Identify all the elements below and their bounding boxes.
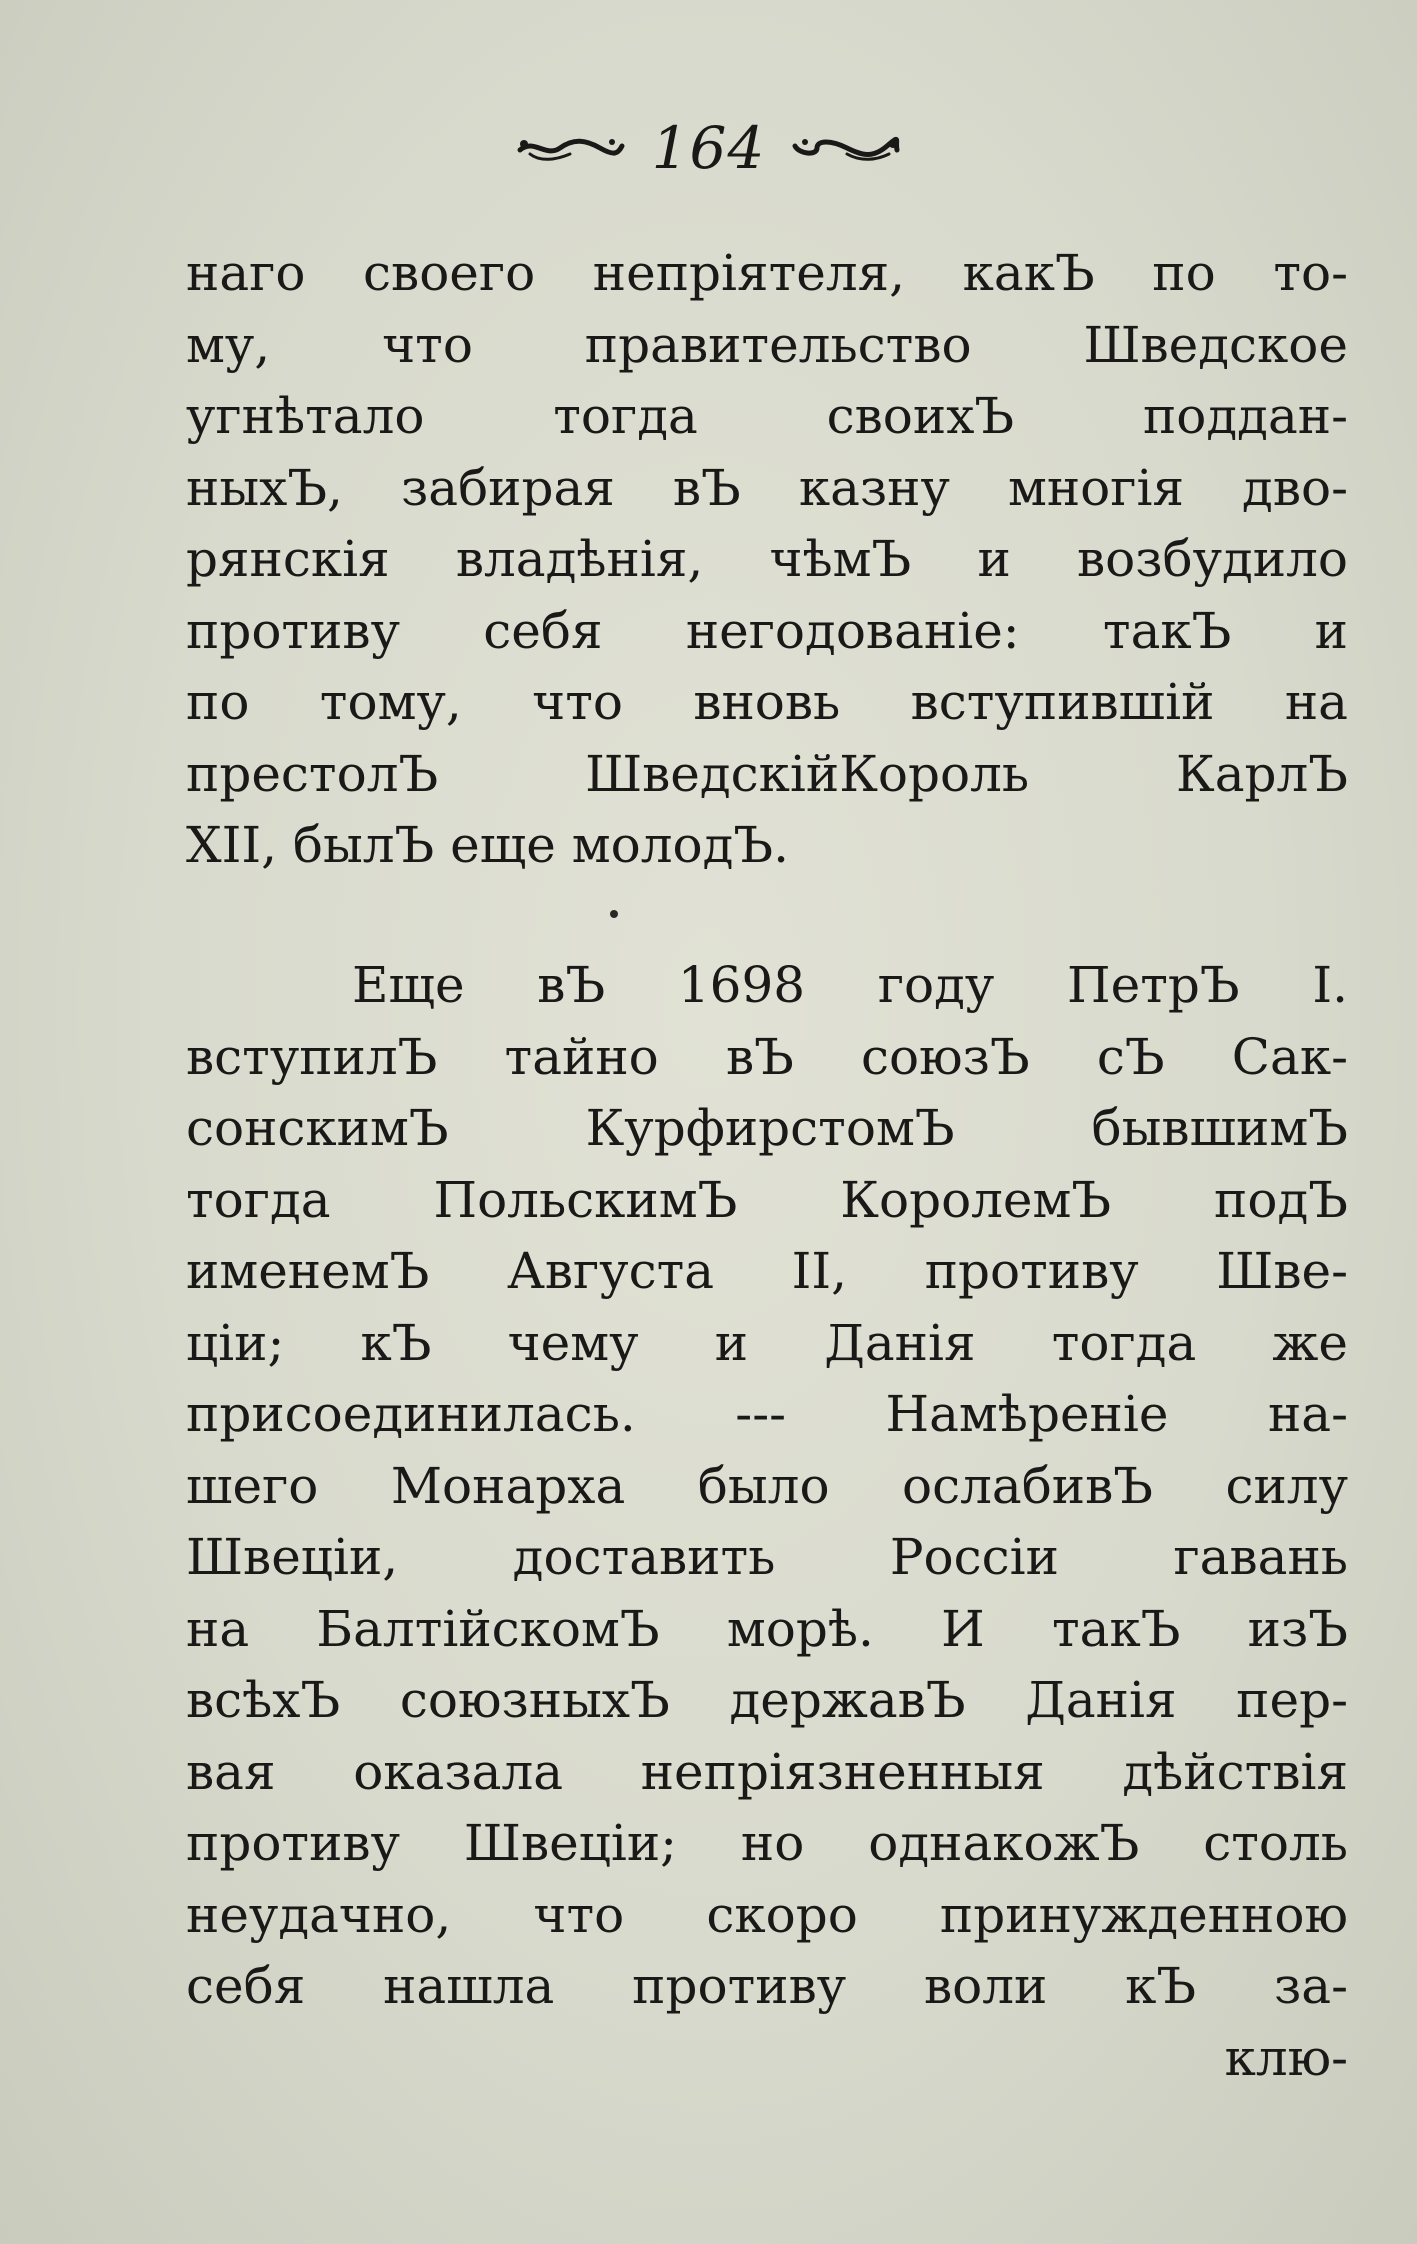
ink-speck: [610, 910, 618, 918]
text-line: ныхЪ, забирая вЪ казну многія дво-: [186, 458, 1348, 517]
text-line: себя нашла противу воли кЪ за-: [186, 1957, 1348, 2015]
text-line: Еще вЪ 1698 году ПетрЪ I.: [352, 956, 1348, 1014]
text-line: противу себя негодованіе: такЪ и: [186, 601, 1348, 660]
decorative-flourish-icon: [791, 128, 901, 168]
text-line: ціи; кЪ чему и Данія тогда же: [186, 1313, 1348, 1372]
text-line: тогда ПольскимЪ КоролемЪ подЪ: [186, 1170, 1348, 1229]
text-line: шего Монарха было ослабивЪ силу: [186, 1456, 1348, 1515]
text-line: неудачно, что скоро принужденною: [186, 1885, 1348, 1944]
page-number: 164: [651, 114, 766, 182]
text-line: противу Швеціи; но однакожЪ столь: [186, 1814, 1348, 1872]
text-line: рянскія владѣнія, чѣмЪ и возбудило: [186, 530, 1348, 588]
text-line: наго своего непріятеля, какЪ по то-: [186, 244, 1348, 302]
text-line: му, что правительство Шведское: [186, 315, 1348, 374]
text-line: вая оказала непріязненныя дѣйствія: [186, 1742, 1348, 1801]
decorative-flourish-icon: [516, 128, 626, 168]
text-line: Швеціи, доставить Россіи гавань: [186, 1528, 1348, 1586]
page-header: [0, 108, 1417, 188]
text-line: престолЪ ШведскійКороль КарлЪ: [186, 744, 1348, 803]
text-line: всѣхЪ союзныхЪ державЪ Данія пер-: [186, 1671, 1348, 1729]
text-line: именемЪ Августа II, противу Шве-: [186, 1242, 1348, 1300]
text-line: сонскимЪ КурфирстомЪ бывшимЪ: [186, 1099, 1348, 1157]
text-line: по тому, что вновь вступившій на: [186, 673, 1348, 731]
text-line: угнѣтало тогда своихЪ поддан-: [186, 387, 1348, 445]
text-line: присоединилась. --- Намѣреніе на-: [186, 1385, 1348, 1443]
paragraph-peter-alliance: [186, 950, 1348, 2094]
text-line: вступилЪ тайно вЪ союзЪ сЪ Сак-: [186, 1027, 1348, 1086]
text-line: XII, былЪ еще молодЪ.: [186, 816, 789, 874]
paragraph-continuation: [186, 238, 1348, 882]
text-line: на БалтійскомЪ морѣ. И такЪ изЪ: [186, 1599, 1348, 1658]
catchword: клю-: [1224, 2028, 1348, 2087]
